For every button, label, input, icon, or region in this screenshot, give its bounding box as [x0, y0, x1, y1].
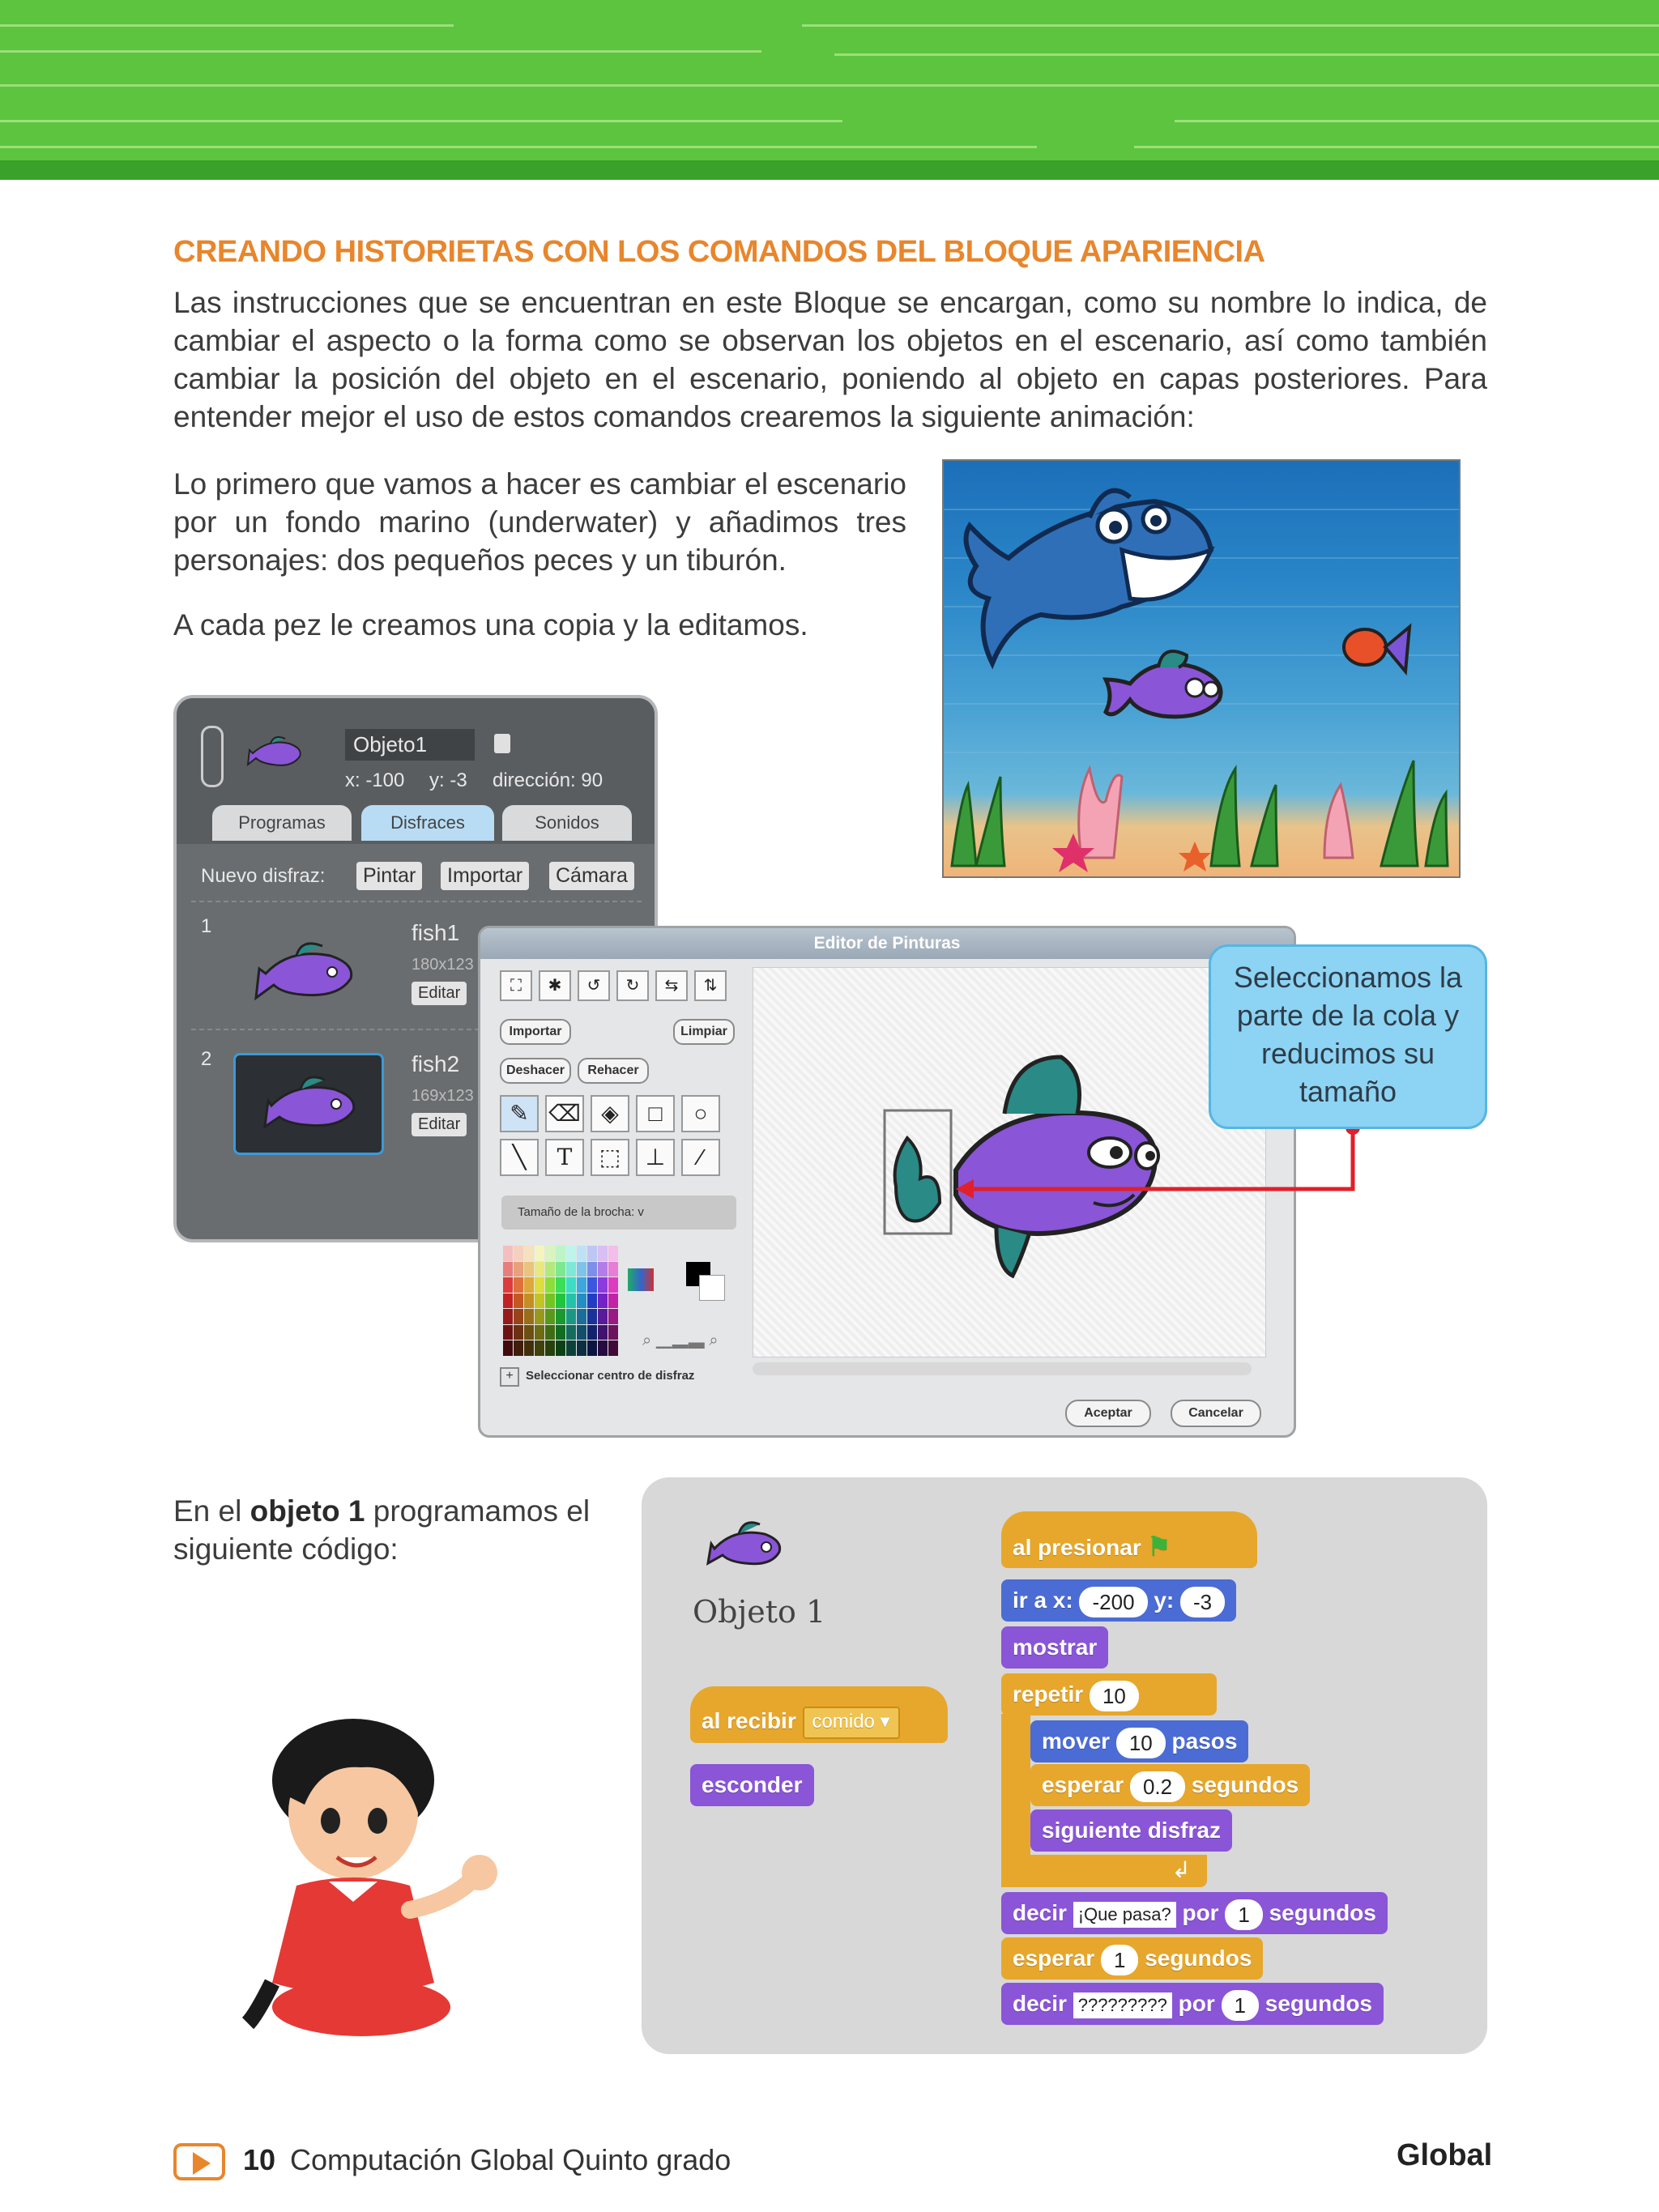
palette-swatch[interactable] — [535, 1262, 544, 1277]
tab-sonidos[interactable]: Sonidos — [502, 805, 632, 841]
goto-y-label: y: — [1154, 1588, 1175, 1613]
copy-paragraph: A cada pez le creamos una copia y la editamos. — [173, 608, 808, 641]
palette-swatch[interactable] — [577, 1309, 586, 1324]
redo-button[interactable]: Rehacer — [578, 1058, 649, 1084]
palette-swatch[interactable] — [587, 1246, 597, 1261]
goto-label: ir a x: — [1013, 1588, 1073, 1613]
palette-swatch[interactable] — [577, 1340, 586, 1356]
palette-swatch[interactable] — [587, 1309, 597, 1324]
palette-swatch[interactable] — [598, 1325, 608, 1340]
palette-swatch[interactable] — [545, 1340, 555, 1356]
palette-swatch[interactable] — [598, 1309, 608, 1324]
palette-swatch[interactable] — [577, 1246, 586, 1261]
eraser-tool-icon[interactable]: ⌫ — [545, 1095, 584, 1132]
costume-name: fish2 — [412, 1051, 460, 1076]
sprite-x: x: -100 — [345, 769, 405, 791]
gradient-swatch-icon[interactable] — [628, 1268, 654, 1291]
say-text-input[interactable]: ¡Que pasa? — [1073, 1902, 1176, 1928]
sprite-y: y: -3 — [429, 769, 467, 791]
wait-label: esperar — [1042, 1772, 1124, 1797]
wait-seconds-input[interactable]: 1 — [1101, 1945, 1138, 1975]
palette-swatch[interactable] — [556, 1340, 565, 1356]
sprite-direction: dirección: 90 — [493, 769, 603, 791]
palette-swatch[interactable] — [566, 1277, 576, 1293]
fill-tool-icon[interactable]: ◈ — [591, 1095, 629, 1132]
repeat-block[interactable] — [1001, 1673, 1217, 1715]
move-label: mover — [1042, 1728, 1111, 1754]
rectangle-tool-icon[interactable]: □ — [636, 1095, 675, 1132]
palette-swatch[interactable] — [514, 1309, 523, 1324]
palette-swatch[interactable] — [524, 1325, 534, 1340]
wait-seconds-input[interactable]: 0.2 — [1130, 1771, 1185, 1802]
wait-unit: segundos — [1191, 1772, 1299, 1797]
say-seconds-input[interactable]: 1 — [1225, 1899, 1262, 1930]
paint-button[interactable]: Pintar — [356, 862, 422, 890]
palette-swatch[interactable] — [503, 1340, 513, 1356]
palette-swatch[interactable] — [587, 1294, 597, 1309]
costume-size: 180x123 — [412, 956, 474, 974]
tab-programas[interactable]: Programas — [212, 805, 352, 841]
fish2-costume-icon — [236, 1055, 382, 1153]
palette-swatch[interactable] — [503, 1277, 513, 1293]
palette-swatch[interactable] — [535, 1309, 544, 1324]
object-label: Objeto 1 — [693, 1594, 826, 1630]
palette-swatch[interactable] — [514, 1262, 523, 1277]
palette-swatch[interactable] — [545, 1294, 555, 1309]
footer-title: Computación Global Quinto grado — [290, 2143, 731, 2176]
palette-swatch[interactable] — [545, 1262, 555, 1277]
palette-swatch[interactable] — [556, 1277, 565, 1293]
palette-swatch[interactable] — [566, 1325, 576, 1340]
palette-swatch[interactable] — [514, 1340, 523, 1356]
zoom-icon[interactable]: ⌕ ▁▂▃ ⌕ — [642, 1332, 719, 1349]
palette-swatch[interactable] — [577, 1262, 586, 1277]
girl-illustration — [240, 1715, 507, 2041]
ellipse-tool-icon[interactable]: ○ — [681, 1095, 720, 1132]
center-checkbox[interactable]: + — [500, 1367, 519, 1387]
palette-swatch[interactable] — [514, 1325, 523, 1340]
palette-swatch[interactable] — [587, 1340, 597, 1356]
rotate-left-icon[interactable]: ↺ — [578, 970, 610, 1001]
palette-swatch[interactable] — [503, 1262, 513, 1277]
grow-icon[interactable]: ⛶ — [500, 970, 532, 1001]
goto-x-input[interactable]: -200 — [1079, 1587, 1147, 1617]
palette-swatch[interactable] — [577, 1294, 586, 1309]
palette-swatch[interactable] — [524, 1262, 534, 1277]
palette-swatch[interactable] — [524, 1309, 534, 1324]
secondary-color-swatch[interactable] — [699, 1275, 725, 1301]
hide-block[interactable]: esconder — [690, 1764, 814, 1806]
canvas-scrollbar[interactable] — [753, 1362, 1252, 1375]
palette-swatch[interactable] — [535, 1246, 544, 1261]
costume-thumbnail-2[interactable] — [233, 1053, 384, 1155]
palette-swatch[interactable] — [608, 1277, 618, 1293]
brush-size-bar[interactable]: Tamaño de la brocha: v — [501, 1196, 736, 1230]
palette-swatch[interactable] — [608, 1262, 618, 1277]
code-paragraph-prefix: En el — [173, 1494, 242, 1528]
palette-swatch[interactable] — [587, 1277, 597, 1293]
stamp-tool-icon[interactable]: ⊥ — [636, 1139, 675, 1176]
palette-swatch[interactable] — [545, 1325, 555, 1340]
goto-xy-block[interactable] — [1001, 1579, 1236, 1622]
code-paragraph-bold: objeto 1 — [249, 1494, 365, 1528]
costume-thumbnail-1[interactable] — [233, 923, 379, 1021]
move-steps-block[interactable] — [1030, 1720, 1248, 1762]
goto-y-input[interactable]: -3 — [1180, 1587, 1225, 1617]
palette-swatch[interactable] — [545, 1246, 555, 1261]
repeat-count-input[interactable]: 10 — [1090, 1681, 1139, 1711]
say-label: decir — [1013, 1991, 1067, 2016]
wait-unit: segundos — [1145, 1946, 1252, 1971]
when-receive-block[interactable] — [690, 1686, 948, 1743]
move-unit: pasos — [1171, 1728, 1238, 1754]
say-label: decir — [1013, 1900, 1067, 1925]
when-flag-clicked-block[interactable] — [1001, 1511, 1257, 1568]
footer-brand: Global — [1397, 2138, 1493, 2172]
palette-swatch[interactable] — [524, 1246, 534, 1261]
palette-swatch[interactable] — [524, 1277, 534, 1293]
import-button[interactable]: Importar — [441, 862, 529, 890]
text-tool-icon[interactable]: T — [545, 1139, 584, 1176]
say-por: por — [1178, 1991, 1215, 2016]
camera-button[interactable]: Cámara — [549, 862, 634, 890]
palette-swatch[interactable] — [503, 1294, 513, 1309]
page-number: 10 — [243, 2143, 276, 2176]
say-seconds-input[interactable]: 1 — [1222, 1990, 1259, 2021]
say-unit: segundos — [1265, 1991, 1372, 2016]
section-title: CREANDO HISTORIETAS CON LOS COMANDOS DEL BLOQUE APARIENCIA — [173, 235, 1265, 269]
palette-swatch[interactable] — [524, 1340, 534, 1356]
when-flag-label: al presionar — [1013, 1535, 1141, 1560]
callout-arrow — [956, 1118, 1377, 1223]
palette-swatch[interactable] — [608, 1325, 618, 1340]
palette-swatch[interactable] — [524, 1294, 534, 1309]
sprite-thumbnail-fish-icon — [245, 729, 309, 774]
palette-swatch[interactable] — [545, 1277, 555, 1293]
flip-vertical-icon[interactable]: ⇅ — [694, 970, 727, 1001]
say-for-secs-block[interactable] — [1001, 1892, 1388, 1934]
sprite-name-field[interactable]: Objeto1 — [345, 729, 475, 761]
costume-size: 169x123 — [412, 1087, 474, 1105]
callout-box: Seleccionamos la parte de la cola y reducimos su tamaño — [1209, 944, 1487, 1129]
palette-swatch[interactable] — [608, 1294, 618, 1309]
show-block[interactable]: mostrar — [1001, 1626, 1108, 1669]
rotate-right-icon[interactable]: ↻ — [616, 970, 649, 1001]
palette-swatch[interactable] — [556, 1246, 565, 1261]
code-paragraph-suffix: programamos el siguiente código: — [173, 1494, 591, 1566]
paint-editor-title: Editor de Pinturas — [480, 928, 1294, 959]
green-flag-icon: ⚑ — [1147, 1532, 1171, 1561]
say-por: por — [1182, 1900, 1219, 1925]
message-dropdown[interactable]: comido ▾ — [803, 1707, 900, 1739]
tab-disfraces[interactable]: Disfraces — [361, 805, 494, 841]
palette-swatch[interactable] — [535, 1294, 544, 1309]
palette-swatch[interactable] — [566, 1294, 576, 1309]
edit-costume-button[interactable]: Editar — [412, 982, 467, 1005]
palette-swatch[interactable] — [608, 1340, 618, 1356]
palette-swatch[interactable] — [556, 1325, 565, 1340]
message-value: comido — [812, 1710, 875, 1733]
palette-swatch[interactable] — [587, 1262, 597, 1277]
costume-index: 1 — [201, 915, 212, 937]
flip-horizontal-icon[interactable]: ⇆ — [655, 970, 688, 1001]
move-steps-input[interactable]: 10 — [1116, 1728, 1166, 1758]
when-receive-label: al recibir — [702, 1708, 796, 1733]
palette-swatch[interactable] — [566, 1309, 576, 1324]
palette-swatch[interactable] — [566, 1340, 576, 1356]
underwater-scene-art — [944, 461, 1459, 876]
say-for-secs-block[interactable] — [1001, 1983, 1384, 2025]
stage-paragraph: Lo primero que vamos a hacer es cambiar el escenario por un fondo marino (underwater) y añadimos tres personajes: dos pequeños peces y un tiburón. — [173, 467, 906, 577]
palette-swatch[interactable] — [514, 1294, 523, 1309]
new-costume-label: Nuevo disfraz: — [201, 865, 326, 887]
color-palette[interactable] — [503, 1246, 618, 1356]
palette-swatch[interactable] — [535, 1325, 544, 1340]
palette-swatch[interactable] — [577, 1325, 586, 1340]
palette-swatch[interactable] — [514, 1277, 523, 1293]
header-banner — [0, 0, 1659, 180]
next-costume-block[interactable]: siguiente disfraz — [1030, 1809, 1232, 1852]
import-button[interactable]: Importar — [500, 1019, 571, 1045]
say-unit: segundos — [1269, 1900, 1376, 1925]
cancel-button[interactable]: Cancelar — [1171, 1400, 1261, 1427]
object1-fish-icon — [702, 1513, 791, 1578]
palette-swatch[interactable] — [556, 1262, 565, 1277]
palette-swatch[interactable] — [598, 1277, 608, 1293]
intro-paragraph: Las instrucciones que se encuentran en este Bloque se encargan, como su nombre lo indica, de cambiar el aspecto o la forma como se observan los objetos en el escenario, así como también cambiar la posición del objeto en el escenario, poniendo al objeto en capas posteriores. Para entender mejor el uso de estos comandos crearemos la siguiente animación: — [173, 286, 1487, 433]
rotation-style-icon[interactable] — [201, 726, 224, 787]
code-paragraph — [173, 1492, 611, 1568]
palette-swatch[interactable] — [566, 1246, 576, 1261]
say-text-input[interactable]: ????????? — [1073, 1993, 1172, 2018]
select-tool-icon[interactable]: ⬚ — [591, 1139, 629, 1176]
lock-icon[interactable] — [494, 734, 510, 753]
fish1-costume-icon — [233, 923, 379, 1021]
palette-swatch[interactable] — [535, 1340, 544, 1356]
costume-name: fish1 — [412, 920, 460, 945]
clear-button[interactable]: Limpiar — [673, 1019, 735, 1045]
wait-label: esperar — [1013, 1946, 1095, 1971]
palette-swatch[interactable] — [503, 1246, 513, 1261]
palette-swatch[interactable] — [598, 1294, 608, 1309]
wait-block[interactable] — [1001, 1937, 1263, 1980]
palette-swatch[interactable] — [535, 1277, 544, 1293]
loop-arrow-icon: ↲ — [1171, 1857, 1191, 1882]
accept-button[interactable]: Aceptar — [1065, 1400, 1151, 1427]
undo-button[interactable]: Deshacer — [500, 1058, 571, 1084]
palette-swatch[interactable] — [587, 1325, 597, 1340]
brush-tool-icon[interactable]: ✎ — [500, 1095, 539, 1132]
palette-swatch[interactable] — [577, 1277, 586, 1293]
palette-swatch[interactable] — [608, 1246, 618, 1261]
palette-swatch[interactable] — [556, 1294, 565, 1309]
palette-swatch[interactable] — [503, 1325, 513, 1340]
eyedropper-tool-icon[interactable]: ⁄ — [681, 1139, 720, 1176]
palette-swatch[interactable] — [598, 1340, 608, 1356]
costume-index: 2 — [201, 1048, 212, 1070]
palette-swatch[interactable] — [514, 1246, 523, 1261]
line-tool-icon[interactable]: ╲ — [500, 1139, 539, 1176]
palette-swatch[interactable] — [503, 1309, 513, 1324]
palette-swatch[interactable] — [598, 1262, 608, 1277]
palette-swatch[interactable] — [566, 1262, 576, 1277]
shrink-icon[interactable]: ✱ — [539, 970, 571, 1001]
palette-swatch[interactable] — [545, 1309, 555, 1324]
center-label: Seleccionar centro de disfraz — [526, 1369, 695, 1383]
palette-swatch[interactable] — [608, 1309, 618, 1324]
play-icon — [173, 2143, 225, 2180]
palette-swatch[interactable] — [556, 1309, 565, 1324]
underwater-stage-image — [942, 459, 1461, 878]
wait-block[interactable] — [1030, 1764, 1310, 1806]
palette-swatch[interactable] — [598, 1246, 608, 1261]
repeat-c-bottom — [1001, 1855, 1207, 1887]
repeat-label: repetir — [1013, 1681, 1084, 1707]
edit-costume-button[interactable]: Editar — [412, 1113, 467, 1136]
